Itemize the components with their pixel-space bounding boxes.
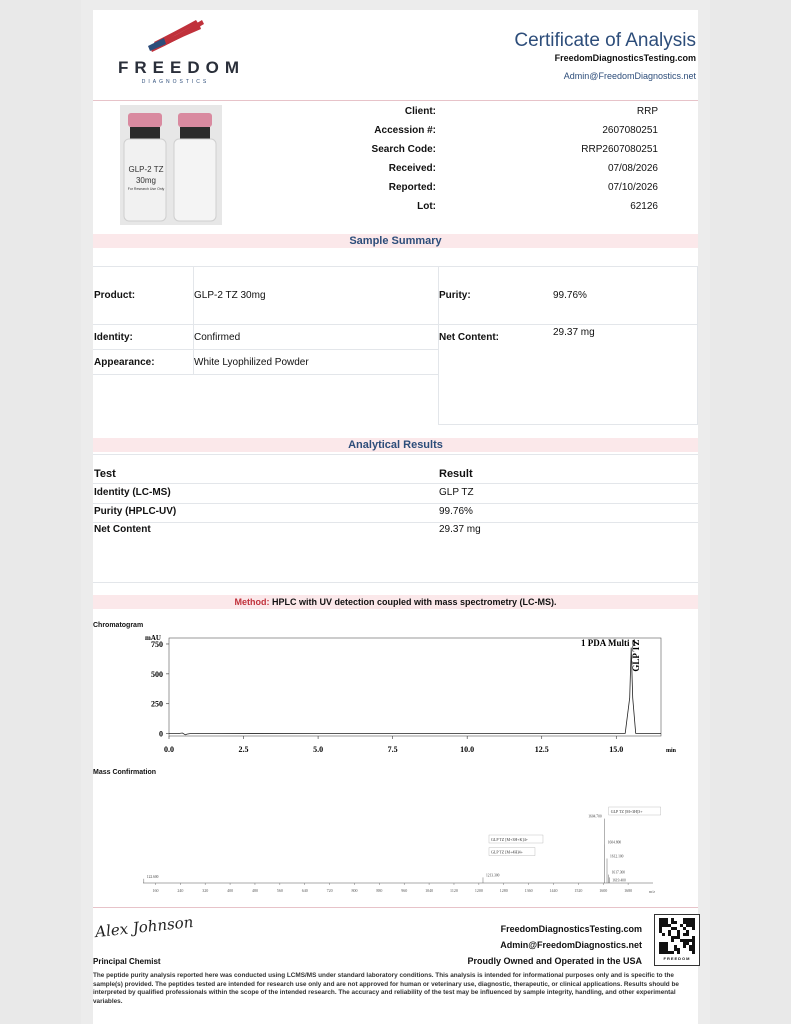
document-title: Certificate of Analysis <box>514 30 696 51</box>
accession-value: 2607080251 <box>602 125 658 136</box>
chrom-x-tick-label: 7.5 <box>387 745 398 754</box>
chrom-y-tick-label: 500 <box>151 669 163 679</box>
header-email[interactable]: Admin@FreedomDiagnostics.net <box>563 71 696 81</box>
ms-x-tick-label: 160 <box>152 888 159 893</box>
test-name: Net Content <box>94 524 151 535</box>
ms-x-tick-label: 560 <box>276 888 283 893</box>
logo-subtext: DIAGNOSTICS <box>141 79 210 85</box>
footer-website[interactable]: FreedomDiagnosticsTesting.com <box>500 924 642 934</box>
chrom-legend: 1 PDA Multi 1 <box>581 638 637 648</box>
accession-label: Accession #: <box>374 125 436 136</box>
method-line <box>93 597 698 607</box>
chrom-peak-label: GLP TZ <box>631 639 642 672</box>
received-row <box>300 160 658 179</box>
net-content-label: Net Content: <box>439 332 499 343</box>
accession-row <box>300 122 658 141</box>
received-label: Received: <box>388 163 436 174</box>
col-result-header: Result <box>439 468 473 480</box>
ms-x-tick-label: 800 <box>351 888 358 893</box>
vial-label-ruo: For Research Use Only <box>127 187 165 191</box>
product-value: GLP-2 TZ 30mg <box>194 290 266 301</box>
lot-label: Lot: <box>417 201 436 212</box>
received-value: 07/08/2026 <box>607 163 658 174</box>
ms-x-tick-label: 960 <box>401 888 408 893</box>
chrom-x-tick-label: 15.0 <box>609 745 624 754</box>
ms-x-tick-label: 1120 <box>450 888 458 893</box>
test-name: Identity (LC-MS) <box>94 487 171 498</box>
chrom-plot-frame <box>169 638 661 736</box>
chrom-x-tick-label: 0.0 <box>164 745 174 754</box>
ms-x-tick-label: 1520 <box>574 888 583 893</box>
ms-x-tick-label: 640 <box>301 888 308 893</box>
search-code-label: Search Code: <box>371 144 436 155</box>
analytical-results-title: Analytical Results <box>348 439 443 451</box>
qr-code <box>654 914 700 966</box>
table-row <box>93 485 698 503</box>
method-text: HPLC with UV detection coupled with mass spectrometry (LC-MS). <box>271 597 557 607</box>
lot-row <box>300 198 658 217</box>
ms-annotation-label: GLP TZ [M+3H+K]4+ <box>490 837 528 842</box>
results-table <box>93 466 698 586</box>
signature: Alex Johnson <box>94 912 195 942</box>
ms-x-tick-label: 1440 <box>549 888 558 893</box>
ms-x-tick-label: 320 <box>202 888 209 893</box>
ms-x-tick-label: 1200 <box>474 888 483 893</box>
sample-summary-title: Sample Summary <box>349 235 442 247</box>
ms-x-tick-label: 1040 <box>425 888 434 893</box>
appearance-label: Appearance: <box>94 357 155 368</box>
product-image <box>120 105 222 225</box>
ms-peak-label: 1604.800 <box>607 840 622 845</box>
chrom-ylabel: mAU <box>145 634 161 642</box>
ms-peak-label: 1612.100 <box>610 854 624 859</box>
ms-peak-label: 1617.300 <box>611 870 626 875</box>
ms-x-tick-label: 400 <box>227 888 234 893</box>
test-name: Purity (HPLC-UV) <box>94 506 177 517</box>
client-label: Client: <box>404 106 436 117</box>
appearance-value: White Lyophilized Powder <box>194 357 309 368</box>
chrom-x-tick-label: 12.5 <box>534 745 549 754</box>
ms-annotation-label: GLP TZ [M+4H]4+ <box>490 849 523 855</box>
vial-label-name: GLP-2 TZ <box>128 165 164 174</box>
chrom-x-tick-label: 10.0 <box>460 745 475 754</box>
search-code-value: RRP2607080251 <box>581 144 658 155</box>
logo-text: FREEDOM <box>118 58 245 77</box>
chromatogram-title: Chromatogram <box>93 622 144 629</box>
ms-x-tick-label: 240 <box>177 888 184 893</box>
table-row <box>93 522 698 540</box>
signer-title: Principal Chemist <box>93 957 161 966</box>
ms-peak-label: 122.600 <box>146 874 159 879</box>
footer-divider <box>93 907 698 908</box>
qr-caption: FREEDOM <box>663 956 691 961</box>
client-info <box>300 103 658 221</box>
test-result: 99.76% <box>439 506 473 517</box>
ms-x-tick-label: 480 <box>251 888 258 893</box>
chrom-y-tick-label: 250 <box>151 699 163 709</box>
chrom-xlabel: min <box>666 748 677 754</box>
net-content-value: 29.37 mg <box>553 327 595 338</box>
footer-tagline: Proudly Owned and Operated in the USA <box>467 956 642 966</box>
mass-spectrum-chart <box>93 783 698 898</box>
ms-xlabel: m/z <box>649 889 655 894</box>
client-value: RRP <box>636 106 658 117</box>
footer-email[interactable]: Admin@FreedomDiagnostics.net <box>500 940 642 950</box>
disclaimer: The peptide purity analysis reported here was conducted using LCMS/MS under standard laboratory conditions. This analysis is intended for informational purposes only and is specific to the sample(s) provided. The peptides tested are intended for research use only and are not approved for human or veterinary use, diagnostic, therapeutic, or clinical applications. Results should be interpreted by qualified professionals within the scope of the intended research. The accuracy and reliability of the test may be influenced by sample integrity, handling, and other experimental variables. <box>93 972 679 1005</box>
identity-label: Identity: <box>94 332 133 343</box>
method-label: Method: <box>234 597 270 607</box>
col-test-header: Test <box>94 468 116 480</box>
identity-value: Confirmed <box>194 332 241 343</box>
ms-annotation-label: GLP TZ [M+3H]3+ <box>610 809 643 814</box>
flag-icon <box>146 18 206 54</box>
brand-logo <box>118 18 245 88</box>
purity-value: 99.76% <box>553 290 587 301</box>
ms-x-tick-label: 1600 <box>599 888 608 893</box>
chrom-y-tick-label: 750 <box>151 639 163 649</box>
client-row <box>300 103 658 122</box>
ms-x-tick-label: 720 <box>326 888 333 893</box>
chrom-y-tick-label: 0 <box>159 729 163 739</box>
chrom-series-line <box>169 648 661 735</box>
table-row <box>93 504 698 522</box>
vial-label-dose: 30mg <box>135 176 156 185</box>
ms-x-tick-label: 1280 <box>499 888 508 893</box>
ms-x-tick-label: 880 <box>376 888 383 893</box>
reported-value: 07/10/2026 <box>607 182 658 193</box>
product-label: Product: <box>94 290 136 301</box>
ms-peak-label: 1213.300 <box>485 873 500 878</box>
reported-label: Reported: <box>388 182 436 193</box>
test-result: 29.37 mg <box>439 524 481 535</box>
ms-x-tick-label: 1680 <box>624 888 633 893</box>
sample-summary-grid <box>93 266 698 426</box>
header-divider <box>93 100 698 101</box>
reported-row <box>300 179 658 198</box>
ms-peak-label: 1604.700 <box>588 814 602 819</box>
ms-peak-label: 1619.400 <box>612 878 626 883</box>
chromatogram-chart <box>93 632 698 762</box>
chrom-x-tick-label: 5.0 <box>313 745 324 754</box>
search-code-row <box>300 141 658 160</box>
lot-value: 62126 <box>630 201 658 212</box>
purity-label: Purity: <box>439 290 471 301</box>
test-result: GLP TZ <box>439 487 474 498</box>
ms-x-tick-label: 1360 <box>524 888 533 893</box>
chrom-x-tick-label: 2.5 <box>238 745 249 754</box>
mass-confirmation-title: Mass Confirmation <box>93 769 157 776</box>
header-website[interactable]: FreedomDiagnosticsTesting.com <box>554 53 696 63</box>
